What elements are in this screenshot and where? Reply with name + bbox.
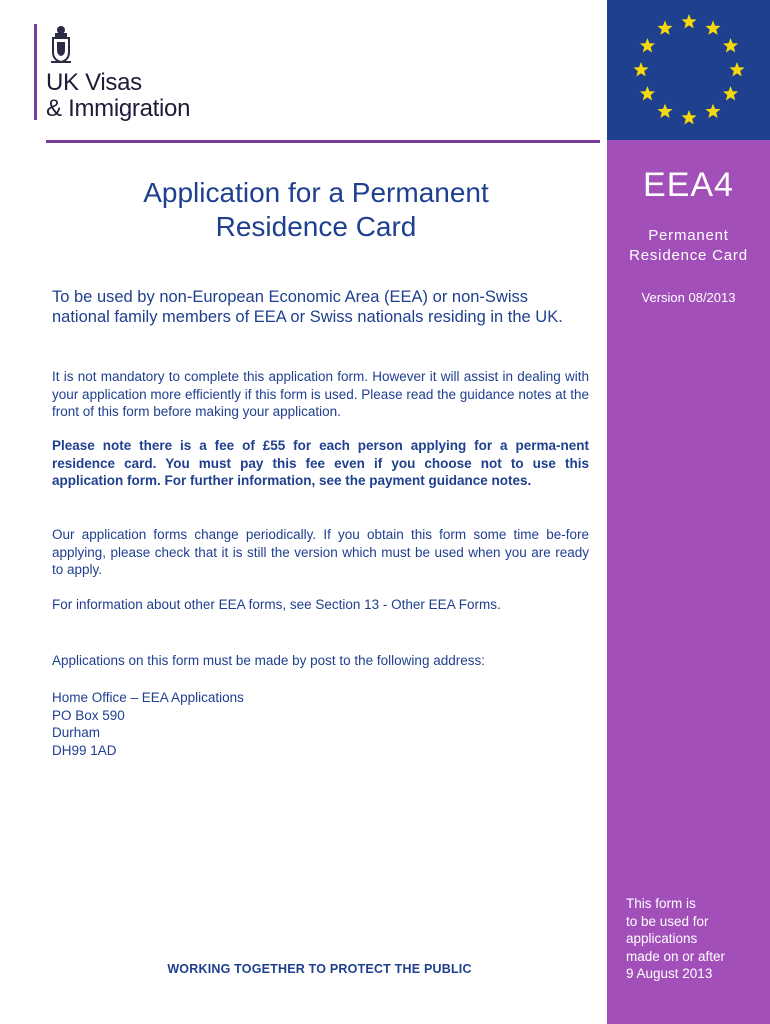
eu-star-icon (705, 104, 720, 118)
footer-slogan: WORKING TOGETHER TO PROTECT THE PUBLIC (167, 962, 472, 976)
sidebar-usage-note (626, 895, 756, 983)
header-rule (46, 140, 600, 143)
logo-line-1: UK Visas (46, 69, 142, 96)
not-mandatory-paragraph: It is not mandatory to complete this application form. However it will assist in dealing with your application more efficiently if this form is used. Please read the guidance notes at the front of this form before making your application. (52, 369, 589, 419)
sidebar-title-line-1: Permanent (648, 227, 729, 244)
other-forms-paragraph: For information about other EEA forms, see Section 13 - Other EEA Forms. (52, 597, 501, 612)
eu-star-icon (657, 20, 672, 34)
address-line-3: Durham (52, 725, 101, 740)
usage-note-line-4: made on or after (626, 948, 726, 964)
usage-note-line-1: This form is (626, 896, 696, 911)
title-line-1: Application for a Permanent (143, 177, 489, 208)
logo-divider-bar (34, 24, 37, 120)
eu-star-icon (705, 20, 720, 34)
eu-star-icon (657, 104, 672, 118)
logo-line-2: & Immigration (46, 95, 191, 122)
address-line-2: PO Box 590 (52, 707, 125, 723)
usage-note-line-2: to be used for (626, 913, 709, 929)
logo-wordmark (46, 70, 190, 122)
usage-note-line-5: 9 August 2013 (626, 966, 713, 981)
forms-change-paragraph: Our application forms change periodically. If you obtain this form some time be-fore applying, please check that it is still the version which must be used when you are ready to apply. (52, 527, 589, 577)
eu-star-icon (681, 14, 696, 28)
title-line-2: Residence Card (215, 211, 417, 242)
address-line-4: DH99 1AD (52, 742, 117, 758)
address-line-1: Home Office – EEA Applications (52, 690, 244, 705)
eu-star-icon (640, 38, 655, 52)
eu-star-icon (729, 62, 744, 76)
eu-flag-icon (607, 0, 770, 140)
form-code: EEA4 (643, 166, 734, 204)
usage-note-line-3: applications (626, 931, 698, 946)
fee-note-paragraph: Please note there is a fee of £55 for each person applying for a perma-nent residence card. You must pay this fee even if you choose not to use this application form. For further information, see the payment guidance notes. (52, 438, 589, 488)
post-instruction-paragraph: Applications on this form must be made by post to the following address: (52, 653, 485, 668)
postal-address (52, 689, 244, 759)
sidebar-title-line-2: Residence Card (629, 247, 748, 264)
eu-star-icon (640, 86, 655, 100)
sidebar-panel (607, 0, 770, 1024)
lead-paragraph: To be used by non-European Economic Area (EEA) or non-Swiss national family members of EEA or Swiss nationals residing in the UK. (52, 288, 563, 326)
eu-star-icon (723, 86, 738, 100)
eu-star-icon (723, 38, 738, 52)
eu-star-icon (681, 110, 696, 124)
form-version: Version 08/2013 (641, 290, 736, 305)
eu-star-icon (633, 62, 648, 76)
royal-crest-icon (48, 24, 74, 66)
page-title (46, 176, 586, 244)
sidebar-title (607, 226, 770, 266)
